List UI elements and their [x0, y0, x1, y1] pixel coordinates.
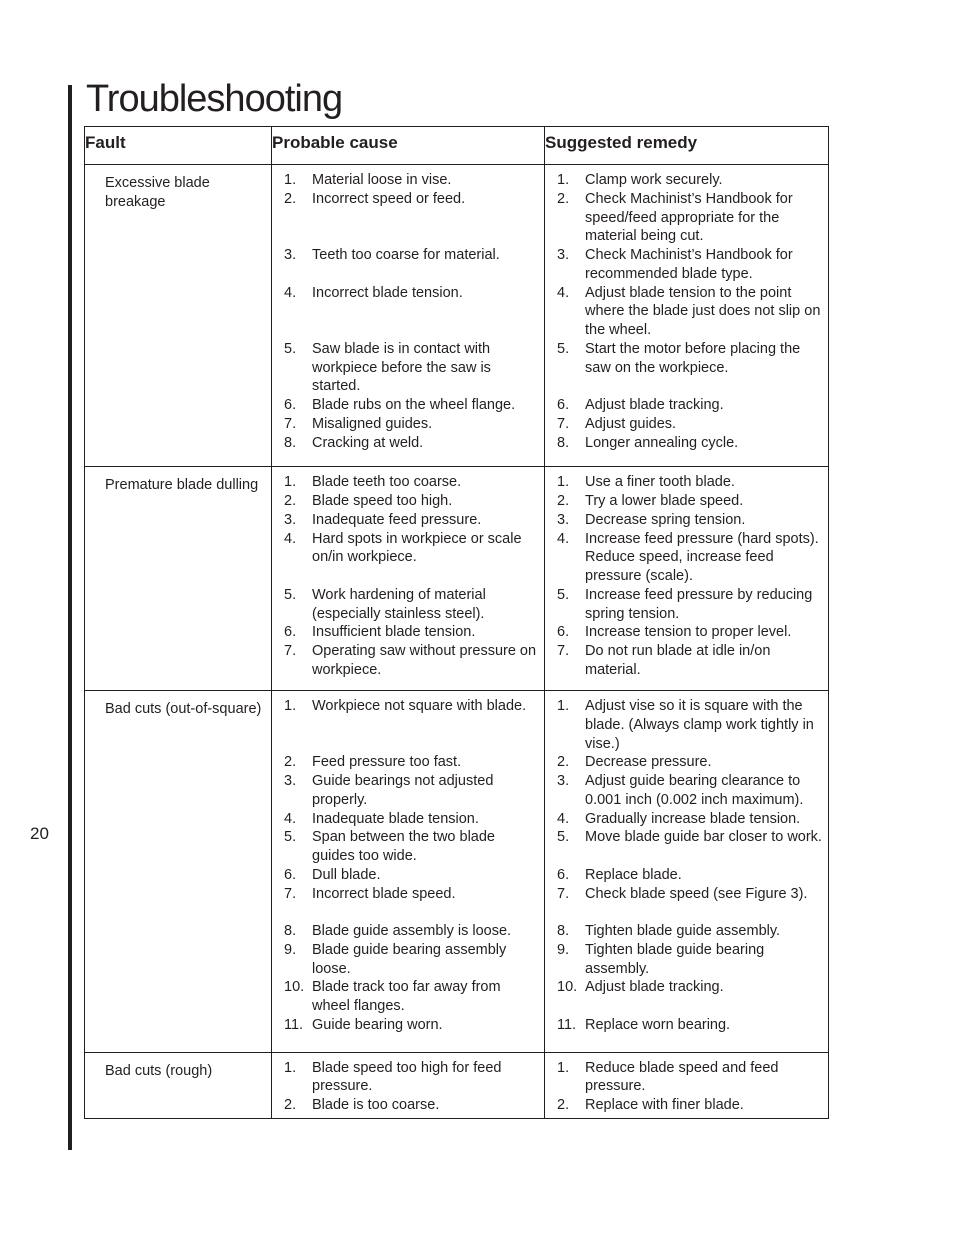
cause-item [284, 396, 538, 415]
header-probable-cause: Probable cause [272, 127, 545, 165]
remedy-item-text: Check blade speed (see Figure 3). [585, 885, 808, 902]
remedy-item-number: 6. [557, 624, 570, 641]
cause-item-number: 7. [284, 415, 297, 432]
header-suggested-remedy: Suggested remedy [545, 127, 829, 165]
table-row [85, 691, 829, 1052]
table-row [85, 467, 829, 691]
remedy-item-text: Move blade guide bar closer to work. [585, 829, 822, 846]
remedy-item [557, 642, 822, 680]
remedy-cell [545, 1052, 829, 1118]
cause-item [284, 866, 538, 885]
remedy-item-text: Increase feed pressure by reducing spring tension. [585, 586, 813, 622]
remedy-item [557, 492, 822, 511]
table-row [85, 1052, 829, 1118]
fault-cell: Excessive blade breakage [85, 165, 272, 467]
remedy-item-number: 10. [557, 979, 578, 996]
cause-cell [272, 691, 545, 1052]
table-body [85, 165, 829, 1119]
remedy-item-number: 5. [557, 586, 570, 603]
remedy-item-number: 3. [557, 773, 570, 790]
remedy-item [557, 171, 822, 190]
cause-item-text: Saw blade is in contact with workpiece before the saw is started. [312, 340, 491, 395]
remedy-item-number: 1. [557, 698, 570, 715]
remedy-cell [545, 165, 829, 467]
cause-item [284, 530, 538, 586]
cause-item [284, 697, 538, 753]
remedy-item-number: 4. [557, 530, 570, 547]
remedy-item [557, 885, 822, 923]
cause-item [284, 1096, 538, 1115]
remedy-item-number: 7. [557, 415, 570, 432]
remedy-item-number: 7. [557, 885, 570, 902]
cause-item-number: 2. [284, 190, 297, 207]
cause-item [284, 492, 538, 511]
cause-item [284, 190, 538, 246]
cause-item [284, 415, 538, 434]
cause-item-text: Inadequate feed pressure. [312, 511, 482, 528]
remedy-item [557, 922, 822, 941]
cause-item-number: 7. [284, 643, 297, 660]
remedy-item-number: 4. [557, 284, 570, 301]
cause-item-text: Blade speed too high. [312, 493, 453, 510]
cause-item [284, 772, 538, 810]
remedy-item [557, 978, 822, 1016]
cause-item [284, 586, 538, 624]
remedy-item-number: 2. [557, 190, 570, 207]
cause-item-number: 1. [284, 698, 297, 715]
remedy-item [557, 473, 822, 492]
cause-item-number: 4. [284, 810, 297, 827]
remedy-item-number: 6. [557, 866, 570, 883]
cause-item-number: 1. [284, 1059, 297, 1076]
remedy-item [557, 340, 822, 396]
remedy-item-text: Tighten blade guide bearing assembly. [585, 941, 765, 977]
troubleshooting-table [84, 126, 829, 1119]
cause-item [284, 623, 538, 642]
cause-item-number: 6. [284, 397, 297, 413]
cause-item [284, 171, 538, 190]
cause-item-text: Blade speed too high for feed pressure. [312, 1059, 502, 1095]
remedy-item-number: 6. [557, 397, 570, 413]
remedy-item-text: Gradually increase blade tension. [585, 810, 801, 827]
remedy-item-text: Tighten blade guide assembly. [585, 923, 781, 940]
cause-item-text: Feed pressure too fast. [312, 754, 462, 771]
remedy-item [557, 246, 822, 284]
remedy-item-text: Longer annealing cycle. [585, 434, 739, 451]
table-row [85, 165, 829, 467]
cause-item [284, 284, 538, 340]
cause-item-text: Blade track too far away from wheel flanges. [312, 979, 501, 1015]
remedy-item-text: Check Machinist’s Handbook for speed/feed appropriate for the material being cut. [585, 190, 793, 245]
remedy-item-number: 7. [557, 643, 570, 660]
cause-item-text: Operating saw without pressure on workpiece. [312, 643, 537, 678]
remedy-item-text: Adjust blade tracking. [585, 397, 724, 413]
fault-cell: Bad cuts (out-of-square) [85, 691, 272, 1052]
page-title: Troubleshooting [86, 78, 343, 120]
header-fault: Fault [85, 127, 272, 165]
cause-cell [272, 467, 545, 691]
cause-item-number: 8. [284, 923, 297, 940]
cause-item-text: Blade teeth too coarse. [312, 474, 462, 491]
remedy-item-text: Clamp work securely. [585, 172, 723, 188]
cause-item [284, 1016, 538, 1035]
remedy-item-number: 1. [557, 172, 570, 188]
cause-item-number: 3. [284, 247, 297, 263]
cause-item-text: Cracking at weld. [312, 434, 424, 451]
cause-item-number: 4. [284, 284, 297, 301]
remedy-item-text: Do not run blade at idle in/on material. [585, 643, 771, 678]
remedy-item-number: 9. [557, 941, 570, 958]
remedy-item-number: 5. [557, 340, 570, 357]
remedy-item-number: 11. [557, 1016, 577, 1033]
cause-item [284, 473, 538, 492]
remedy-item [557, 586, 822, 624]
cause-item-text: Incorrect blade speed. [312, 885, 456, 902]
remedy-item [557, 828, 822, 866]
cause-item [284, 941, 538, 979]
remedy-item [557, 396, 822, 415]
remedy-item [557, 697, 822, 753]
page-number: 20 [30, 824, 49, 843]
remedy-item-text: Increase feed pressure (hard spots). Reduce speed, increase feed pressure (scale). [585, 530, 819, 585]
cause-item [284, 922, 538, 941]
remedy-item-text: Start the motor before placing the saw on the workpiece. [585, 340, 801, 376]
remedy-item-number: 8. [557, 434, 570, 451]
cause-item [284, 642, 538, 680]
cause-item [284, 1059, 538, 1097]
remedy-item-number: 3. [557, 247, 570, 263]
cause-item-text: Incorrect blade tension. [312, 284, 463, 301]
cause-cell [272, 165, 545, 467]
remedy-item [557, 511, 822, 530]
remedy-item [557, 190, 822, 246]
cause-item-text: Blade is too coarse. [312, 1097, 440, 1114]
cause-item-number: 4. [284, 530, 297, 547]
table-header-row [85, 127, 829, 165]
cause-item-text: Misaligned guides. [312, 415, 433, 432]
cause-item-number: 3. [284, 773, 297, 790]
remedy-item [557, 530, 822, 586]
cause-item-number: 9. [284, 941, 297, 958]
cause-item [284, 978, 538, 1016]
remedy-item-number: 4. [557, 810, 570, 827]
remedy-item [557, 941, 822, 979]
cause-item-text: Blade guide assembly is loose. [312, 923, 512, 940]
remedy-item-number: 3. [557, 511, 570, 528]
cause-item-number: 6. [284, 624, 297, 641]
cause-item-number: 7. [284, 885, 297, 902]
remedy-item-text: Reduce blade speed and feed pressure. [585, 1059, 779, 1095]
remedy-item-number: 5. [557, 829, 570, 846]
cause-item [284, 828, 538, 866]
remedy-item-number: 8. [557, 923, 570, 940]
remedy-item-text: Adjust blade tension to the point where the blade just does not slip on the wheel. [585, 284, 821, 338]
cause-item-text: Blade guide bearing assembly loose. [312, 941, 507, 977]
cause-item-number: 11. [284, 1016, 304, 1033]
remedy-item [557, 284, 822, 340]
remedy-item [557, 866, 822, 885]
remedy-item [557, 623, 822, 642]
cause-item-number: 5. [284, 340, 297, 357]
remedy-item-text: Increase tension to proper level. [585, 624, 792, 641]
cause-item-text: Material loose in vise. [312, 172, 452, 188]
remedy-item-number: 2. [557, 754, 570, 771]
remedy-item-number: 2. [557, 1097, 570, 1114]
cause-item-text: Guide bearings not adjusted properly. [312, 773, 494, 808]
remedy-item-text: Replace worn bearing. [585, 1016, 731, 1033]
cause-item [284, 511, 538, 530]
remedy-item-text: Adjust blade tracking. [585, 979, 724, 996]
remedy-cell [545, 691, 829, 1052]
remedy-item-number: 1. [557, 1059, 570, 1076]
remedy-item [557, 415, 822, 434]
remedy-item-number: 2. [557, 493, 570, 510]
remedy-item-text: Replace blade. [585, 866, 682, 883]
cause-item-text: Hard spots in workpiece or scale on/in workpiece. [312, 530, 522, 566]
cause-item [284, 434, 538, 453]
cause-item-number: 2. [284, 493, 297, 510]
remedy-item [557, 434, 822, 453]
cause-item-number: 10. [284, 979, 305, 996]
remedy-item-text: Try a lower blade speed. [585, 493, 744, 510]
remedy-item-text: Use a finer tooth blade. [585, 474, 735, 491]
cause-item-text: Insufficient blade tension. [312, 624, 476, 641]
remedy-item [557, 810, 822, 829]
cause-item-number: 8. [284, 434, 297, 451]
remedy-item [557, 1016, 822, 1035]
cause-item-text: Blade rubs on the wheel flange. [312, 397, 516, 413]
cause-item-text: Work hardening of material (especially stainless steel). [312, 586, 486, 622]
cause-item-number: 6. [284, 866, 297, 883]
remedy-item [557, 1096, 822, 1115]
remedy-item-text: Replace with finer blade. [585, 1097, 744, 1114]
fault-cell: Bad cuts (rough) [85, 1052, 272, 1118]
remedy-item [557, 753, 822, 772]
remedy-cell [545, 467, 829, 691]
cause-item-text: Span between the two blade guides too wide. [312, 829, 495, 865]
cause-item-number: 1. [284, 172, 297, 188]
cause-item-number: 2. [284, 1097, 297, 1114]
cause-item-text: Incorrect speed or feed. [312, 190, 466, 207]
remedy-item-text: Adjust guides. [585, 415, 677, 432]
remedy-item-number: 1. [557, 474, 570, 491]
side-rule [68, 85, 72, 1150]
cause-item-number: 2. [284, 754, 297, 771]
remedy-item-text: Decrease spring tension. [585, 511, 746, 528]
cause-item [284, 246, 538, 284]
remedy-item-text: Decrease pressure. [585, 754, 712, 771]
cause-item-text: Inadequate blade tension. [312, 810, 479, 827]
remedy-item-text: Adjust vise so it is square with the blade. (Always clamp work tightly in vise.) [585, 698, 814, 752]
cause-item [284, 810, 538, 829]
cause-item-number: 5. [284, 586, 297, 603]
cause-item-text: Dull blade. [312, 866, 381, 883]
remedy-item-text: Adjust guide bearing clearance to 0.001 inch (0.002 inch maximum). [585, 773, 804, 808]
remedy-item [557, 772, 822, 810]
cause-item-text: Teeth too coarse for material. [312, 247, 500, 263]
cause-item-number: 3. [284, 511, 297, 528]
cause-item [284, 885, 538, 923]
cause-item [284, 753, 538, 772]
fault-cell: Premature blade dulling [85, 467, 272, 691]
cause-item-number: 5. [284, 829, 297, 846]
remedy-item [557, 1059, 822, 1097]
cause-cell [272, 1052, 545, 1118]
remedy-item-text: Check Machinist’s Handbook for recommended blade type. [585, 247, 793, 282]
cause-item-number: 1. [284, 474, 297, 491]
cause-item [284, 340, 538, 396]
cause-item-text: Guide bearing worn. [312, 1016, 443, 1033]
cause-item-text: Workpiece not square with blade. [312, 698, 527, 715]
